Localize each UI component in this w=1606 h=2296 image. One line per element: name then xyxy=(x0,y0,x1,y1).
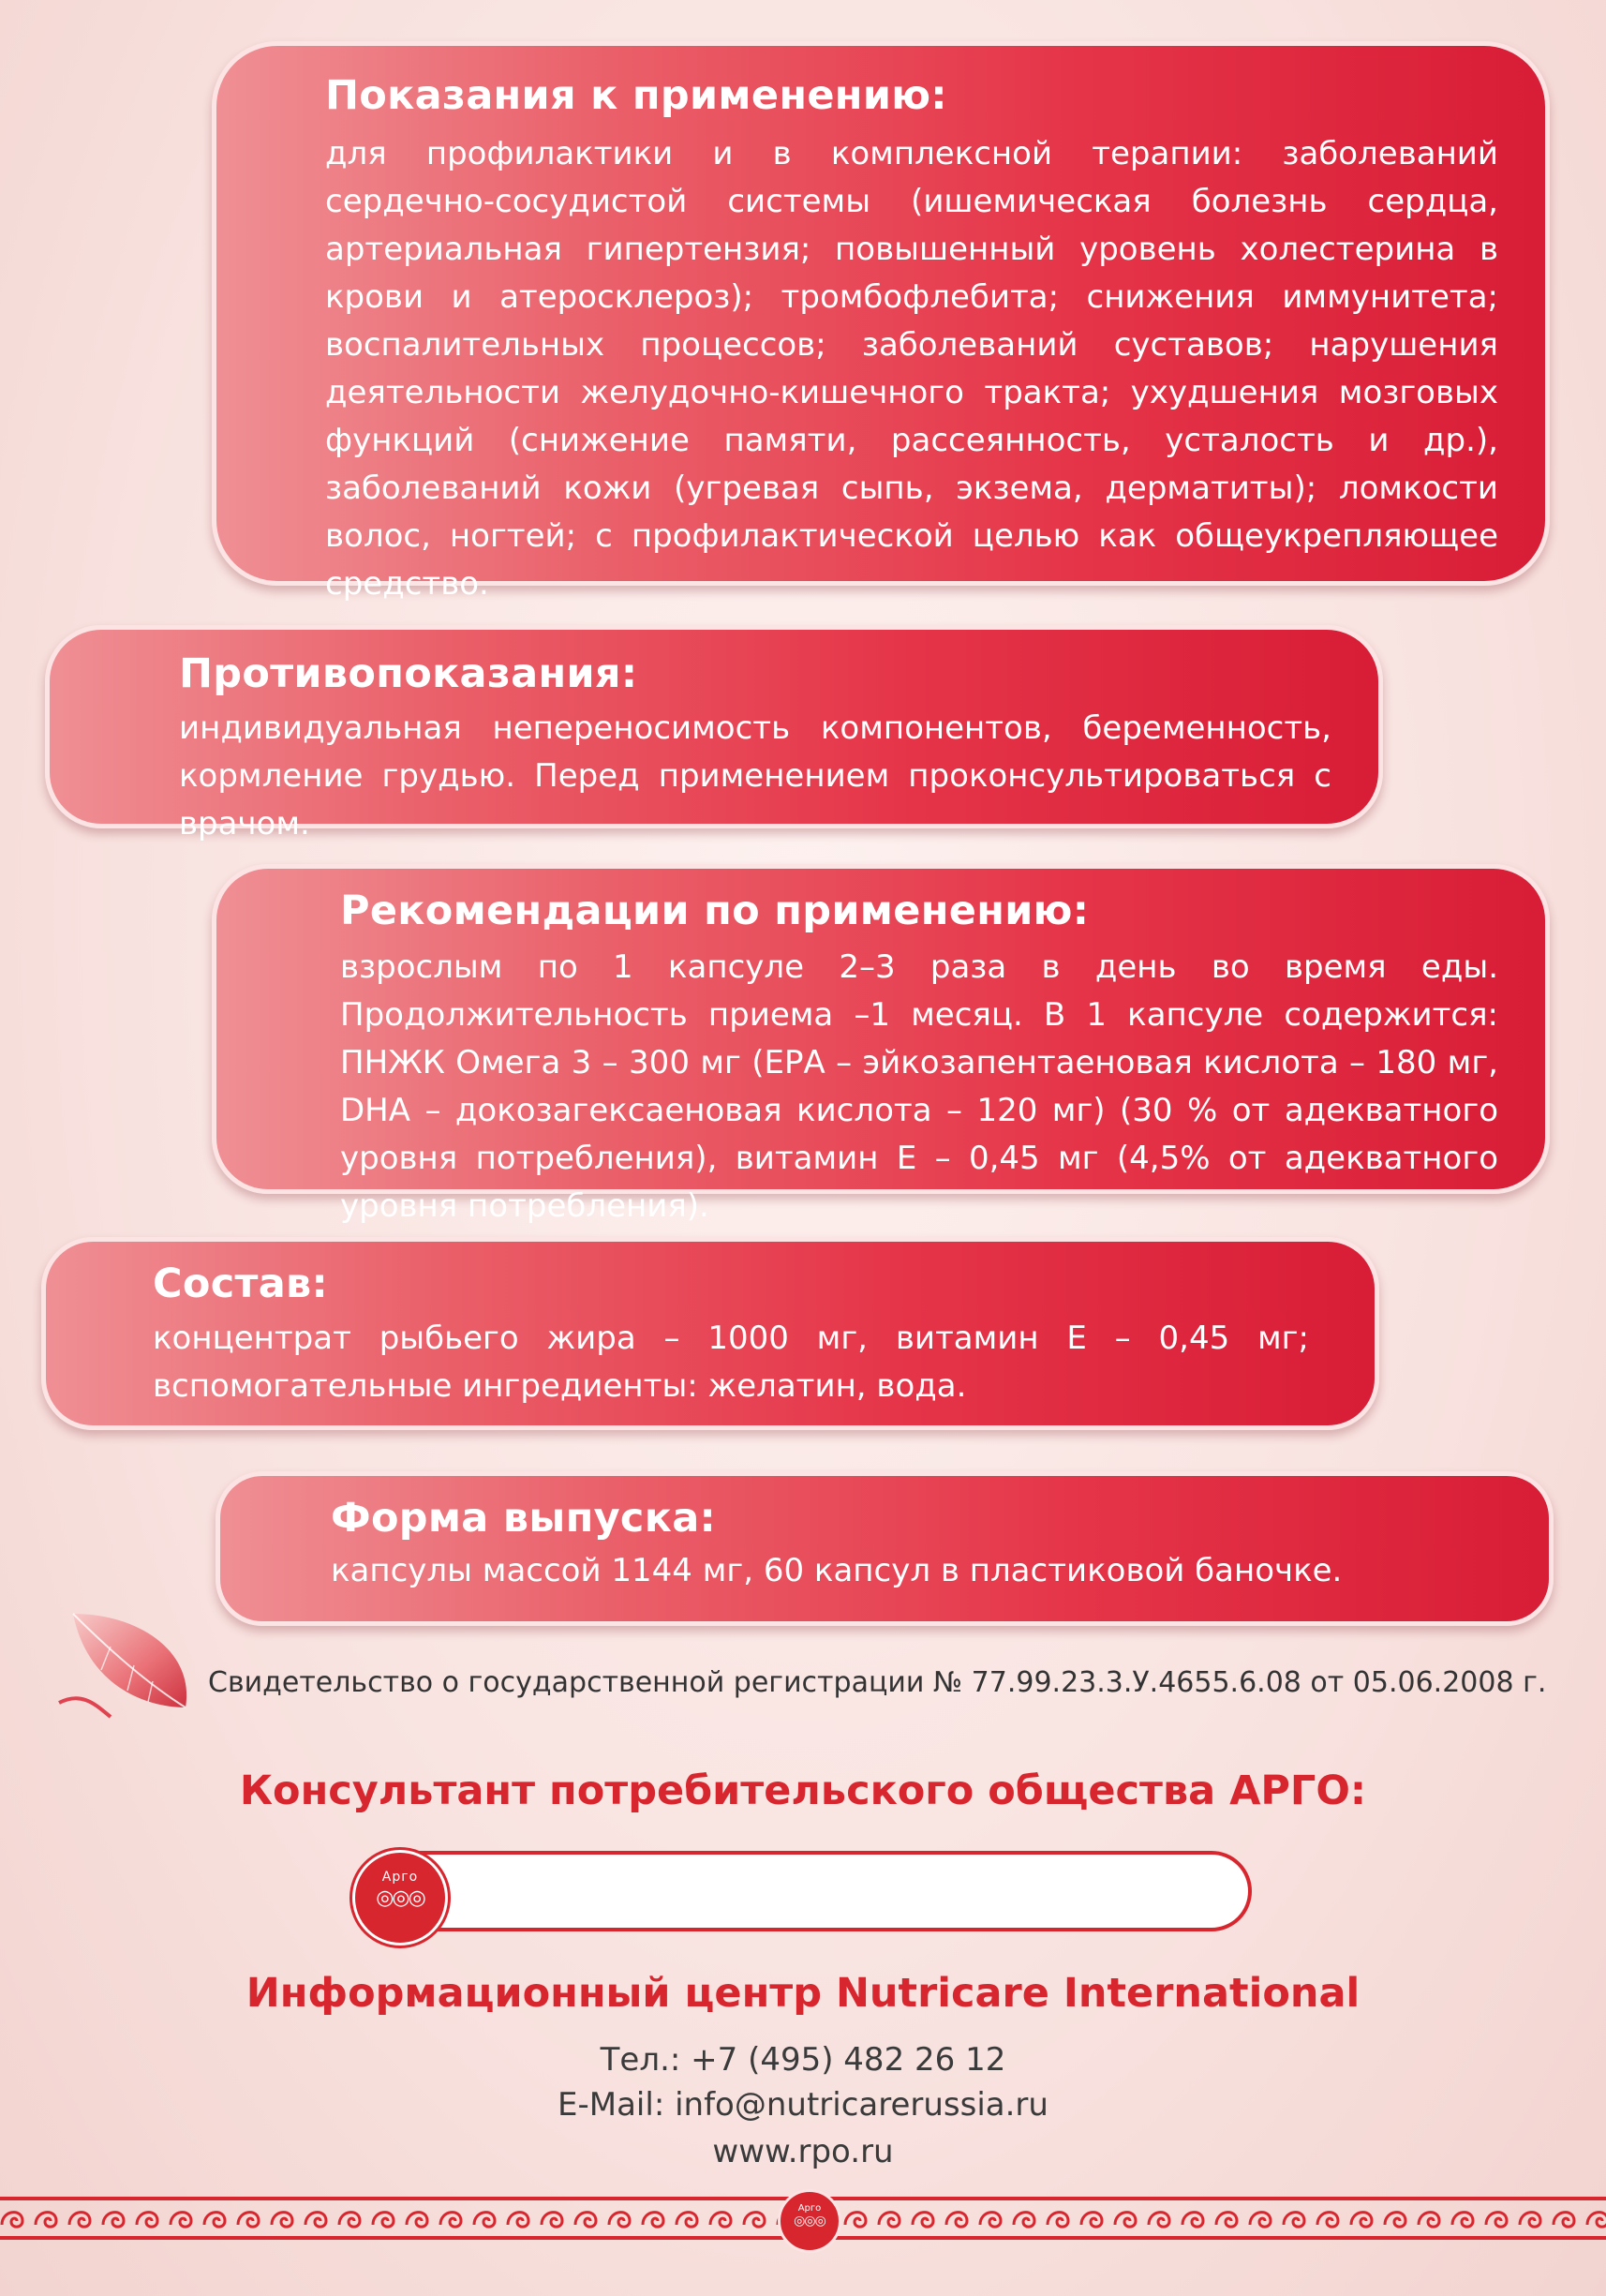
bottom-logo-waves-icon: ◎◎◎ xyxy=(794,2214,825,2229)
phone-number: Тел.: +7 (495) 482 26 12 xyxy=(600,2041,1006,2079)
release-form-title: Форма выпуска: xyxy=(331,1495,717,1542)
email-address[interactable]: E-Mail: info@nutricarerussia.ru xyxy=(558,2086,1048,2124)
indications-panel xyxy=(212,41,1550,603)
logo-text: Арго xyxy=(381,1870,419,1885)
release-form-text: капсулы массой 1144 мг, 60 капсул в пластиковой баночке. xyxy=(331,1552,1343,1589)
contraindications-title: Противопоказания: xyxy=(179,650,638,697)
registration-certificate: Свидетельство о государственной регистрации № 77.99.23.3.У.4655.6.08 от 05.06.2008 г. xyxy=(208,1666,1547,1699)
consultant-field xyxy=(354,1851,1252,1931)
release-form-panel xyxy=(216,1471,1554,1626)
argo-logo-bottom-icon xyxy=(778,2189,841,2253)
info-center-heading: Информационный центр Nutricare International xyxy=(245,1970,1361,2017)
recommendations-title: Рекомендации по применению: xyxy=(340,887,1090,934)
logo-waves-icon: ◎◎◎ xyxy=(376,1886,424,1910)
indications-text: для профилактики и в комплексной терапии: заболеваний сердечно-сосудистой системы (ишемическая болезнь сердца, артериальная гипертензия; повышенный уровень холестерина в крови и атеросклероз); тромбофлебита; снижения иммунитета; воспалительных процессов; заболеваний суставов; нарушения деятельности желудочно-кишечного тракта; ухудшения мозговых функций (снижение памяти, рассеянность, усталость и др.), заболеваний кожи (угревая сыпь, экзема, дерматиты); ломкости волос, ногтей; с профилактической целью как общеукрепляющее средство. xyxy=(325,135,1498,603)
composition-text: концентрат рыбьего жира – 1000 мг, витамин Е – 0,45 мг; вспомогательные ингредиенты: желатин, вода. xyxy=(153,1319,1309,1405)
consultant-heading: Консультант потребительского общества АРГО: xyxy=(239,1767,1367,1814)
bottom-logo-text: Арго xyxy=(797,2203,822,2214)
argo-logo-icon xyxy=(352,1850,448,1946)
website-link[interactable]: www.rpo.ru xyxy=(712,2133,894,2170)
leaf-icon xyxy=(54,1604,204,1726)
composition-title: Состав: xyxy=(153,1260,329,1307)
contraindications-panel xyxy=(45,625,1383,842)
indications-title: Показания к применению: xyxy=(325,72,947,119)
recommendations-panel xyxy=(212,864,1550,1225)
contraindications-text: индивидуальная непереносимость компонентов, беременность, кормление грудью. Перед применением проконсультироваться с врачом. xyxy=(179,709,1331,842)
composition-panel xyxy=(41,1237,1379,1430)
recommendations-text: взрослым по 1 капсуле 2–3 раза в день во время еды. Продолжительность приема –1 месяц. В 1 капсуле содержится: ПНЖК Омега 3 – 300 мг (ЕРА – эйкозапентаеновая кислота – 180 мг, DHA – докозагексаеновая кислота – 120 мг) (30 % от адекватного уровня потребления), витамин Е – 0,45 мг (4,5% от адекватного уровня потребления). xyxy=(340,948,1498,1225)
